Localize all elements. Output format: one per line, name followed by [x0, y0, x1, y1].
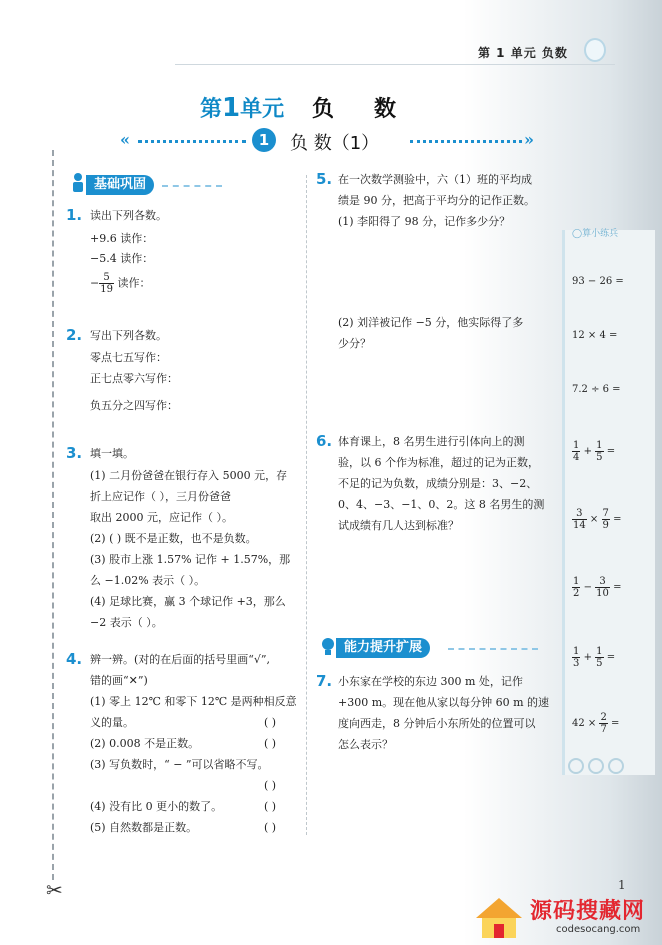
- q1-line1: +9.6 读作：: [90, 232, 154, 245]
- q3-line3: 取出 2000 元，应记作（ ）。: [90, 511, 233, 524]
- cut-line: [52, 150, 54, 880]
- side-item-3: 7.2 ÷ 6 =: [572, 384, 621, 395]
- q3-line5: (3) 股市上涨 1.57% 记作 + 1.57%，那: [90, 553, 291, 566]
- q5-line3: (1) 李阳得了 98 分，记作多少分？: [338, 215, 511, 228]
- side-decoration: [568, 758, 648, 774]
- unit-topic: 负数: [312, 97, 437, 122]
- q6-line4: 0、4、−3、−1、0、2。这 8 名男生的测: [338, 498, 545, 511]
- house-logo-icon: [474, 896, 524, 940]
- lesson-title: 负 数（1）: [290, 133, 380, 154]
- dotted-rule-left: [138, 140, 246, 143]
- side-item-2: 12 × 4 =: [572, 330, 618, 341]
- side-item-1: 93 − 26 =: [572, 276, 624, 287]
- q4-answer-4[interactable]: ( ): [264, 800, 277, 813]
- q3-number: 3.: [66, 444, 83, 462]
- q1-line3: − $\frac{5}{19}$ 读作：: [90, 272, 151, 295]
- q1-line2: −5.4 读作：: [90, 252, 154, 265]
- side-item-5: $\frac{3}{14}$ × $\frac{7}{9}$ =: [573, 508, 622, 531]
- q4-stem: 辨一辨。(对的在后面的括号里画“√”,: [90, 653, 271, 666]
- q4-line5: (3) 写负数时，“ − ”可以省略不写。: [90, 758, 269, 771]
- q2-stem: 写出下列各数。: [90, 329, 167, 342]
- q2-line3: 负五分之四写作：: [90, 399, 178, 412]
- watermark-url: codesocang.com: [556, 924, 641, 935]
- balloon-icon: [584, 38, 606, 62]
- q7-number: 7.: [316, 672, 333, 690]
- unit-suffix: 单元: [240, 97, 285, 122]
- column-divider: [306, 175, 307, 835]
- side-item-7: $\frac{1}{3}$ + $\frac{1}{5}$ =: [573, 646, 616, 669]
- q1-number: 1.: [66, 206, 83, 224]
- q6-line2: 验，以 6 个作为标准，超过的记为正数，: [338, 456, 539, 469]
- side-item-4: $\frac{1}{4}$ + $\frac{1}{5}$ =: [573, 440, 616, 463]
- q3-stem: 填一填。: [90, 447, 134, 460]
- side-item-8: 42 × $\frac{2}{7}$ =: [572, 712, 620, 735]
- unit-number: 1: [222, 93, 241, 123]
- q4-answer-1[interactable]: ( ): [264, 716, 277, 729]
- dotted-rule-right: [410, 140, 522, 143]
- running-header: 第 1 单元 负数: [478, 46, 568, 60]
- q4-line3: 义的量。: [90, 716, 134, 729]
- section-basic: 基础巩固: [86, 175, 154, 195]
- side-practice-strip: [562, 230, 655, 775]
- header-rule: [175, 64, 615, 65]
- q1-fraction: $\frac{5}{19}$: [100, 272, 113, 295]
- q7-line2: +300 m。现在他从家以每分钟 60 m 的速: [338, 696, 550, 709]
- q6-line3: 不足的记为负数，成绩分别是：3、−2、: [338, 477, 538, 490]
- q4-answer-3[interactable]: ( ): [264, 779, 277, 792]
- watermark-name: 源码搜藏网: [530, 899, 646, 924]
- q5-number: 5.: [316, 170, 333, 188]
- q4-answer-5[interactable]: ( ): [264, 821, 277, 834]
- double-chevron-right-icon: »: [524, 130, 534, 149]
- q7-line3: 度向西走，8 分钟后小东所处的位置可以: [338, 717, 536, 730]
- q2-line2: 正七点零六写作：: [90, 372, 178, 385]
- q4-line2: (1) 零上 12℃ 和零下 12℃ 是两种相反意: [90, 695, 297, 708]
- section-advanced: 能力提升扩展: [336, 638, 430, 658]
- side-item-6: $\frac{1}{2}$ − $\frac{3}{10}$ =: [573, 576, 622, 599]
- side-title: ◯算小练兵: [572, 229, 619, 239]
- q5-line4: (2) 刘洋被记作 −5 分，他实际得了多: [338, 316, 524, 329]
- q3-line7: (4) 足球比赛，赢 3 个球记作 +3，那么: [90, 595, 286, 608]
- q7-line4: 怎么表示？: [338, 738, 393, 751]
- unit-title: [200, 92, 284, 123]
- q5-line5: 少分？: [338, 337, 371, 350]
- lightbulb-icon: [320, 636, 336, 658]
- q5-line2: 绩是 90 分，把高于平均分的记作正数。: [338, 194, 535, 207]
- student-icon: [70, 172, 86, 194]
- section-advanced-tail: [448, 648, 538, 650]
- q3-line8: −2 表示（ ）。: [90, 616, 163, 629]
- page-number: 1: [618, 878, 626, 892]
- q5-line1: 在一次数学测验中，六（1）班的平均成: [338, 173, 532, 186]
- q1-stem: 读出下列各数。: [90, 209, 167, 222]
- q3-line6: 么 −1.02% 表示（ ）。: [90, 574, 206, 587]
- unit-prefix: 第: [200, 97, 223, 122]
- q3-line2: 折上应记作（ ），三月份爸爸: [90, 490, 231, 503]
- q4-number: 4.: [66, 650, 83, 668]
- lesson-number: 1: [252, 128, 276, 152]
- q6-number: 6.: [316, 432, 333, 450]
- section-basic-tail: [162, 185, 222, 187]
- q4-line7: (5) 自然数都是正数。: [90, 821, 198, 834]
- q3-line1: (1) 二月份爸爸在银行存入 5000 元，存: [90, 469, 288, 482]
- q6-line5: 试成绩有几人达到标准？: [338, 519, 459, 532]
- q4-line4: (2) 0.008 不是正数。: [90, 737, 200, 750]
- q2-number: 2.: [66, 326, 83, 344]
- q3-line4: (2) ( ) 既不是正数，也不是负数。: [90, 532, 257, 545]
- q6-line1: 体育课上，8 名男生进行引体向上的测: [338, 435, 525, 448]
- double-chevron-left-icon: «: [120, 130, 130, 149]
- q4-line1: 错的画“✕”): [90, 674, 148, 687]
- scissors-icon: ✂: [46, 878, 63, 902]
- q4-line6: (4) 没有比 0 更小的数了。: [90, 800, 223, 813]
- q4-answer-2[interactable]: ( ): [264, 737, 277, 750]
- q7-line1: 小东家在学校的东边 300 m 处，记作: [338, 675, 523, 688]
- lesson-header: [120, 128, 540, 152]
- q2-line1: 零点七五写作：: [90, 351, 167, 364]
